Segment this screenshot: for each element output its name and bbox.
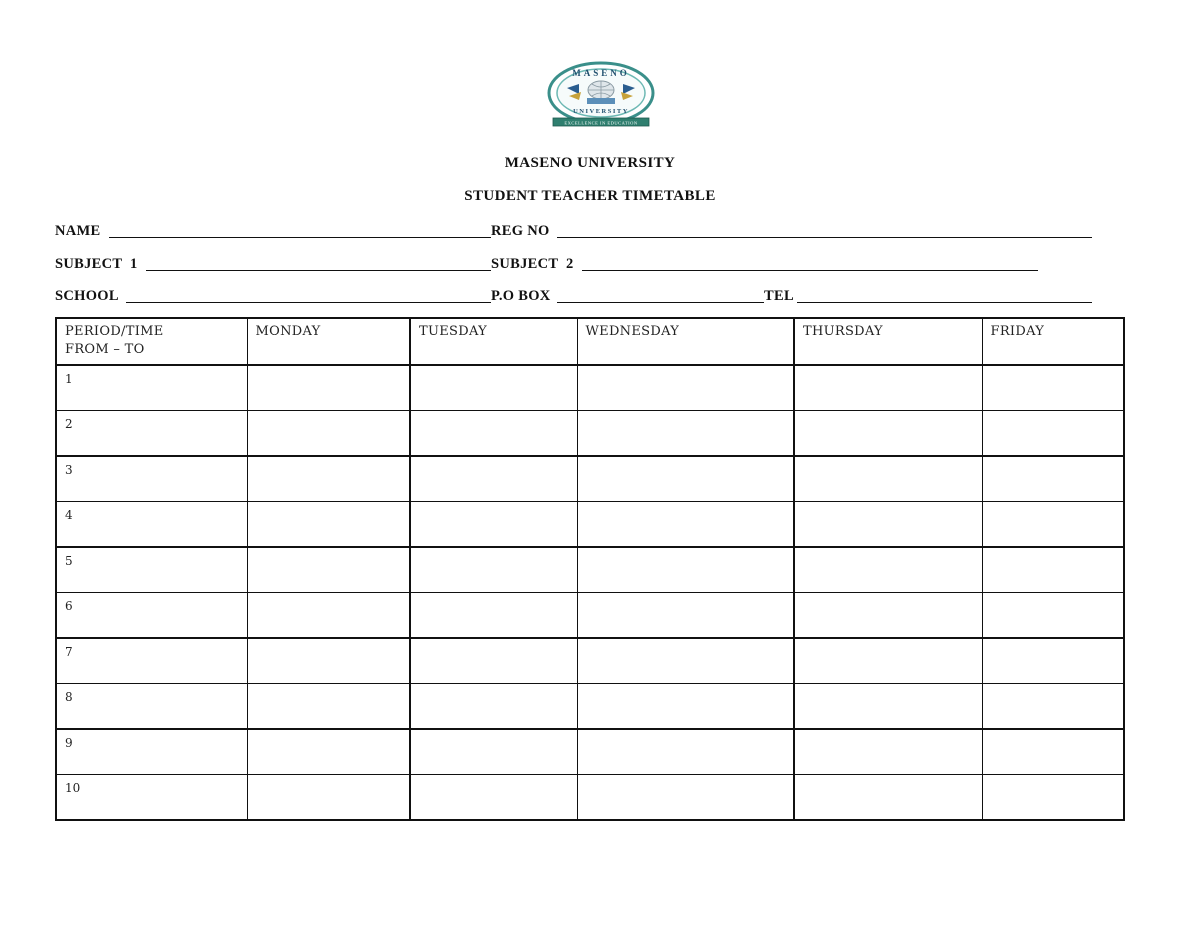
period-number: 7 [56, 638, 247, 684]
timetable-cell-monday[interactable] [247, 502, 410, 548]
timetable-cell-friday[interactable] [982, 593, 1124, 639]
subject2-field[interactable] [582, 270, 1038, 271]
timetable-cell-monday[interactable] [247, 684, 410, 730]
timetable-cell-friday[interactable] [982, 684, 1124, 730]
day-header-friday: FRIDAY [982, 318, 1124, 365]
timetable-cell-friday[interactable] [982, 502, 1124, 548]
subjects-row [55, 255, 1045, 275]
subject1-field[interactable] [146, 270, 491, 271]
timetable-cell-monday[interactable] [247, 547, 410, 593]
timetable-cell-thursday[interactable] [794, 593, 982, 639]
period-time-header [56, 318, 247, 365]
timetable-cell-wednesday[interactable] [577, 593, 794, 639]
timetable-cell-monday[interactable] [247, 365, 410, 411]
logo-bottom-text: UNIVERSITY [573, 108, 629, 115]
school-field[interactable] [126, 302, 491, 303]
period-time-header-line2: FROM – TO [65, 342, 145, 357]
timetable-row [56, 411, 1124, 457]
timetable-cell-tuesday[interactable] [410, 775, 577, 821]
period-number: 5 [56, 547, 247, 593]
timetable-row [56, 638, 1124, 684]
timetable-cell-thursday[interactable] [794, 729, 982, 775]
timetable-cell-thursday[interactable] [794, 502, 982, 548]
timetable-row [56, 502, 1124, 548]
timetable-cell-thursday[interactable] [794, 684, 982, 730]
timetable-row [56, 365, 1124, 411]
name-label: NAME [55, 223, 101, 239]
timetable-row [56, 593, 1124, 639]
timetable-cell-monday[interactable] [247, 775, 410, 821]
period-number: 4 [56, 502, 247, 548]
timetable-row [56, 456, 1124, 502]
timetable-cell-friday[interactable] [982, 638, 1124, 684]
timetable-cell-wednesday[interactable] [577, 456, 794, 502]
timetable-cell-friday[interactable] [982, 729, 1124, 775]
timetable-cell-tuesday[interactable] [410, 365, 577, 411]
timetable-cell-monday[interactable] [247, 456, 410, 502]
timetable-cell-wednesday[interactable] [577, 411, 794, 457]
timetable-cell-monday[interactable] [247, 729, 410, 775]
period-number: 9 [56, 729, 247, 775]
timetable-cell-wednesday[interactable] [577, 638, 794, 684]
timetable-cell-wednesday[interactable] [577, 547, 794, 593]
timetable-cell-thursday[interactable] [794, 547, 982, 593]
subject2-label: SUBJECT 2 [491, 256, 574, 272]
timetable-cell-wednesday[interactable] [577, 684, 794, 730]
day-header-wednesday: WEDNESDAY [577, 318, 794, 365]
university-name: MASENO UNIVERSITY [504, 155, 676, 171]
timetable-cell-thursday[interactable] [794, 456, 982, 502]
period-number: 3 [56, 456, 247, 502]
timetable-cell-thursday[interactable] [794, 365, 982, 411]
timetable-cell-wednesday[interactable] [577, 729, 794, 775]
timetable-cell-tuesday[interactable] [410, 684, 577, 730]
timetable-row [56, 775, 1124, 821]
timetable-cell-wednesday[interactable] [577, 502, 794, 548]
timetable-cell-tuesday[interactable] [410, 502, 577, 548]
timetable-cell-thursday[interactable] [794, 411, 982, 457]
timetable-cell-tuesday[interactable] [410, 547, 577, 593]
timetable-cell-monday[interactable] [247, 411, 410, 457]
timetable-cell-friday[interactable] [982, 411, 1124, 457]
timetable-cell-friday[interactable] [982, 547, 1124, 593]
timetable-cell-tuesday[interactable] [410, 593, 577, 639]
period-number: 2 [56, 411, 247, 457]
timetable-cell-friday[interactable] [982, 775, 1124, 821]
timetable-header-row [56, 318, 1124, 365]
timetable-cell-tuesday[interactable] [410, 638, 577, 684]
timetable-cell-wednesday[interactable] [577, 775, 794, 821]
school-label: SCHOOL [55, 288, 119, 304]
reg-no-field[interactable] [557, 237, 1092, 238]
name-field[interactable] [109, 237, 491, 238]
logo-top-text: MASENO [572, 68, 630, 78]
maseno-university-logo [545, 60, 657, 128]
subject1-label: SUBJECT 1 [55, 256, 138, 272]
reg-no-label: REG NO [491, 223, 550, 239]
timetable-cell-wednesday[interactable] [577, 365, 794, 411]
day-header-tuesday: TUESDAY [410, 318, 577, 365]
tel-label: TEL [764, 288, 794, 304]
day-header-monday: MONDAY [247, 318, 410, 365]
timetable-cell-friday[interactable] [982, 365, 1124, 411]
timetable-row [56, 729, 1124, 775]
period-time-header-line1: PERIOD/TIME [65, 324, 164, 339]
timetable-grid [55, 317, 1125, 821]
timetable-cell-monday[interactable] [247, 638, 410, 684]
tel-field[interactable] [797, 302, 1092, 303]
school-address-row [55, 287, 1095, 307]
period-number: 8 [56, 684, 247, 730]
timetable-cell-thursday[interactable] [794, 638, 982, 684]
period-number: 6 [56, 593, 247, 639]
timetable-cell-tuesday[interactable] [410, 729, 577, 775]
timetable-cell-monday[interactable] [247, 593, 410, 639]
form-title: STUDENT TEACHER TIMETABLE [464, 188, 716, 204]
timetable-row [56, 684, 1124, 730]
timetable-cell-tuesday[interactable] [410, 456, 577, 502]
po-box-field[interactable] [557, 302, 764, 303]
period-number: 10 [56, 775, 247, 821]
timetable-cell-thursday[interactable] [794, 775, 982, 821]
day-header-thursday: THURSDAY [794, 318, 982, 365]
timetable-cell-tuesday[interactable] [410, 411, 577, 457]
logo-motto: EXCELLENCE IN EDUCATION [564, 120, 638, 126]
period-number: 1 [56, 365, 247, 411]
name-regno-row [55, 222, 1095, 242]
timetable-row [56, 547, 1124, 593]
po-box-label: P.O BOX [491, 288, 551, 304]
timetable-cell-friday[interactable] [982, 456, 1124, 502]
